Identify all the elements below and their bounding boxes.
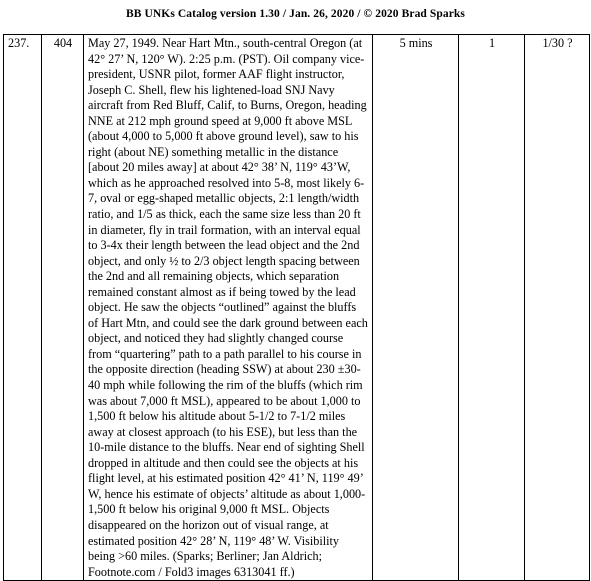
table-row (4, 35, 590, 581)
case-description: May 27, 1949. Near Hart Mtn., south-central Oregon (at 42° 27’ N, 120° W). 2:25 p.m. (PST). Oil company vice-president, USNR pilot, former AAF flight instructor, Joseph C. Shell, flew his lightened-load SNJ Navy aircraft from Red Bluff, Calif, to Burns, Oregon, heading NNE at 212 mph ground speed at 9,000 ft above MSL (about 4,000 to 5,000 ft above ground level), saw to his right (about NE) something metallic in the distance [about 20 miles away] at about 42° 38’ N, 119° 43’W, which as he approached resolved into 5-8, most likely 6-7, oval or egg-shaped metallic objects, 2:1 length/width ratio, and 1/5 as thick, each the same size less than 20 ft in diameter, fly in trail formation, with an interval equal to 3-4x their length between the lead object and the 2nd object, and only ½ to 2/3 object length spacing between the 2nd and all remaining objects, which separation remained constant almost as if being towed by the lead object. He saw the objects “outlined” against the bluffs of Hart Mtn, and could see the dark ground between each object, and noticed they had slightly changed course from “quartering” path to a path parallel to his course in the opposite direction (heading SSW) at about 230 ±30-40 mph while following the rim of the bluffs (which rim was about 7,000 ft MSL), appeared to be about 1,000 to 1,500 ft below his altitude about 5-1/2 to 7-1/2 miles away at closest approach (to his ESE), but less than the 10-mile distance to the bluffs. Near end of sighting Shell dropped in altitude and then could see the objects at his flight level, at his estimated position 42° 41’ N, 119° 49’ W, hence his estimate of objects’ altitude as about 1,000-1,500 ft below his original 9,000 ft MSL. Objects disappeared on the horizon out of visual range, at estimated position 42° 28’ N, 119° 48’ W. Visibility being >60 miles. (Sparks; Berliner; Jan Aldrich; Footnote.com / Fold3 images 6313041 ff.) (84, 35, 373, 581)
probability-value: 1/30 ? (525, 35, 590, 581)
page-header: BB UNKs Catalog version 1.30 / Jan. 26, 2020 / © 2020 Brad Sparks (125, 8, 466, 20)
entry-number: 237. (4, 35, 42, 581)
sighting-duration: 5 mins (373, 35, 459, 581)
bb-case-id: 404 (42, 35, 84, 581)
catalog-table (3, 34, 590, 581)
witness-count: 1 (459, 35, 525, 581)
